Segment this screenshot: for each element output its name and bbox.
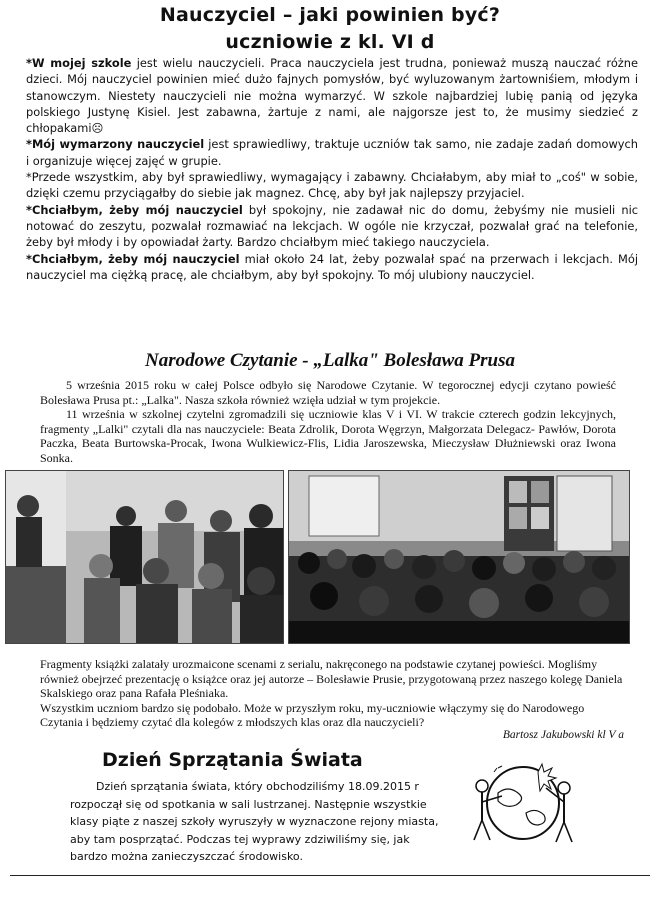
entry-text: jest wielu nauczycieli. Praca nauczyciela jest trudna, ponieważ muszą nauczać różne dzieci. Mój nauczyciel powinien mieć dużo fajnych pomysłów, być wyluzowanym żartowniśiem, młodym i stanowczym. Niestety nauczycieli nie można wymarzyć. W szkole najbardziej lubię panią od języka polskiego Justynę Kisiel. Jest zabawna, żartuje z nami, ale najgorsze jest to, że musimy siedzieć z chłopakami☹ [26, 56, 638, 136]
reading-author: Bartosz Jakubowski kl V a [502, 729, 624, 741]
entry-lead: *Chciałbym, żeby mój nauczyciel [26, 202, 243, 217]
reading-paragraph: Fragmenty książki zalatały urozmaicone scenami z serialu, nakręconego na podstawie czytanej powieści. Mogliśmy również obejrzeć prezentację o książce oraz jej autorze – Bolesławie Prusie, przygotowaną przez naszego kolegę Daniela Skalskiego oraz pana Rafała Pleśniaka. [40, 657, 623, 701]
entry-text: miał około 24 lat, żeby pozwalał spać na przerwach i lekcjach. Mój nauczyciel ma ciężką pracę, ale chciałbym, aby był spokojny. To mój ulubiony nauczyciel. [26, 251, 638, 282]
teacher-entries [26, 55, 638, 283]
reading-paragraph: Wszystkim uczniom bardzo się podobało. Może w przyszłym roku, my-uczniowie włączymy się do Narodowego Czytania i będziemy czytać dla kolegów z młodszych klas oraz dla nauczycieli? [40, 700, 585, 730]
teacher-entry [26, 251, 638, 284]
teacher-entry [26, 55, 638, 136]
cleanup-section-title: Dzień Sprzątania Świata [102, 749, 363, 771]
teacher-section-title: Nauczyciel – jaki powinien być? [159, 4, 501, 26]
entry-lead: *Chciałbym, żeby mój nauczyciel [26, 251, 240, 266]
cleanup-text [70, 778, 450, 866]
teacher-entry [26, 202, 638, 251]
reading-photo-right [288, 470, 630, 644]
cleanup-paragraph: Dzień sprzątania świata, który obchodziliśmy 18.09.2015 r rozpoczął się od spotkania w sali lustrzanej. Następnie wszystkie klasy piąte z naszej szkoły wyruszyły w wyznaczone rejony miasta, aby tam posprzątać. Podczas tej wyprawy zdziwiliśmy się, jak bardzo można zanieczyszczać środowisko. [70, 780, 439, 864]
reading-intro [40, 378, 616, 466]
reading-paragraph: 11 września w szkolnej czytelni zgromadzili się uczniowie klas V i VI. W trakcie czterech godzin lekcyjnych, fragmenty „Lalki" czytali dla nas nauczyciele: Beata Zdrolik, Dorota Węgrzyn, Małgorzata Delegacz- Pawłów, Dorota Paczka, Beata Burtowska-Procak, Iwona Wulkiewicz-Flis, Lidia Jaroszewska, Mieczysław Dłużniewski oraz Iwona Sonka. [40, 407, 616, 465]
entry-lead: *Mój wymarzony nauczyciel [26, 137, 205, 152]
teacher-entry [26, 136, 638, 169]
teacher-section-subtitle: uczniowie z kl. VI d [225, 31, 435, 53]
reading-after-photos [40, 657, 626, 730]
entry-text: *Przede wszystkim, aby był sprawiedliwy, wymagający i zabawny. Chciałabym, aby miał to „coś" w sobie, dzięki czemu przyciągałby do siebie jak magnez. Chcę, aby był jak najlepszy przyjaciel. [26, 170, 638, 201]
earth-cleaning-illustration [468, 758, 578, 848]
entry-lead: *W mojej szkole [26, 56, 132, 70]
entry-text: jest sprawiedliwy, traktuje uczniów tak samo, nie zadaje zadań domowych i organizuje więcej zajęć w grupie. [26, 137, 639, 168]
reading-photo-left [5, 470, 284, 644]
reading-section-title: Narodowe Czytanie - „Lalka" Bolesława Prusa [145, 350, 515, 371]
bottom-divider [10, 875, 650, 876]
reading-paragraph: 5 września 2015 roku w całej Polsce odbyło się Narodowe Czytanie. W tegorocznej edycji czytano powieść Bolesława Prusa pt.: „Lalka". Nasza szkoła również wzięła udział w tym projekcie. [40, 378, 616, 407]
teacher-entry [26, 169, 638, 202]
entry-text: był spokojny, nie zadawał nic do domu, żebyśmy nie musieli nic notować do zeszytu, pozwalał rozmawiać na lekcjach. W ogóle nie krzyczał, pozwalał grać na telefonie, żeby był młody i by opowiadał żarty. Bardzo chciałbym mieć takiego nauczyciela. [26, 202, 639, 250]
